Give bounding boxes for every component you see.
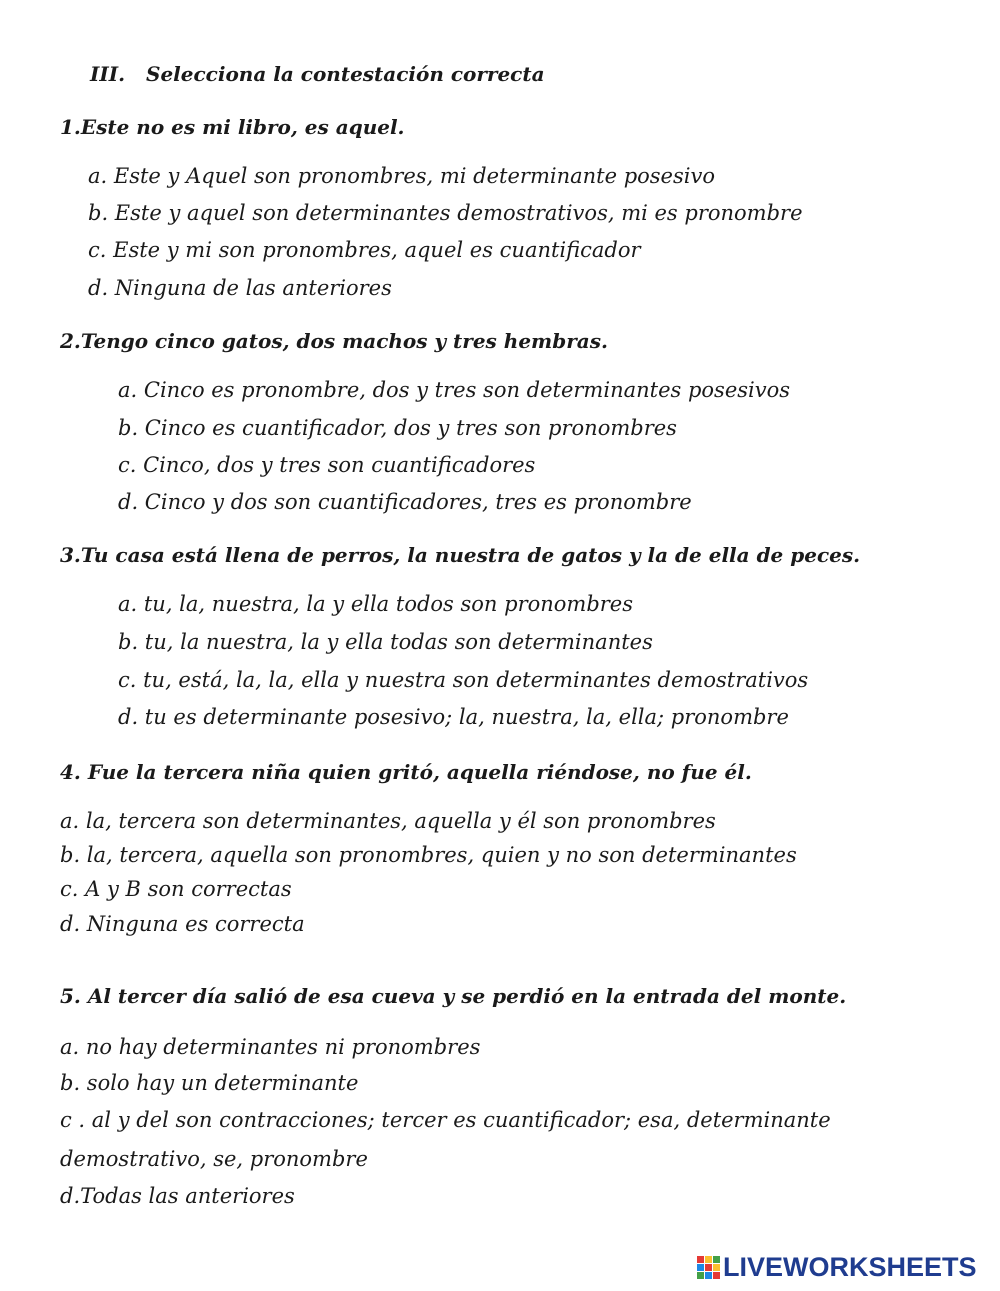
q2-option-b[interactable]: b. Cinco es cuantificador, dos y tres son pronombres — [118, 416, 677, 440]
q5-option-c[interactable]: c . al y del son contracciones; tercer es cuantificador; esa, determinante — [60, 1108, 831, 1132]
q2-option-d[interactable]: d. Cinco y dos son cuantificadores, tres es pronombre — [118, 490, 692, 514]
q1-option-b[interactable]: b. Este y aquel son determinantes demostrativos, mi es pronombre — [88, 201, 803, 225]
question-5: 5. Al tercer día salió de esa cueva y se perdió en la entrada del monte. — [60, 984, 847, 1008]
q3-option-c[interactable]: c. tu, está, la, la, ella y nuestra son determinantes demostrativos — [118, 668, 809, 692]
q2-option-a[interactable]: a. Cinco es pronombre, dos y tres son determinantes posesivos — [118, 378, 791, 402]
q5-option-c-continued: demostrativo, se, pronombre — [60, 1147, 368, 1171]
q3-option-a[interactable]: a. tu, la, nuestra, la y ella todos son pronombres — [118, 592, 634, 616]
q1-option-c[interactable]: c. Este y mi son pronombres, aquel es cuantificador — [88, 238, 641, 262]
q4-option-c[interactable]: c. A y B son correctas — [60, 877, 292, 901]
q4-option-a[interactable]: a. la, tercera son determinantes, aquella y él son pronombres — [60, 809, 716, 833]
q4-option-d[interactable]: d. Ninguna es correcta — [60, 912, 305, 936]
question-4: 4. Fue la tercera niña quien gritó, aquella riéndose, no fue él. — [60, 760, 752, 784]
liveworksheets-logo — [697, 1252, 977, 1282]
q5-option-a[interactable]: a. no hay determinantes ni pronombres — [60, 1035, 481, 1059]
question-1: 1.Este no es mi libro, es aquel. — [60, 115, 405, 139]
q5-option-b[interactable]: b. solo hay un determinante — [60, 1071, 359, 1095]
q1-option-a[interactable]: a. Este y Aquel son pronombres, mi determinante posesivo — [88, 164, 715, 188]
section-heading — [90, 62, 545, 86]
question-3: 3.Tu casa está llena de perros, la nuestra de gatos y la de ella de peces. — [60, 543, 861, 567]
section-title: Selecciona la contestación correcta — [146, 62, 545, 86]
section-number: III. — [90, 62, 126, 86]
logo-text: LIVEWORKSHEETS — [723, 1251, 977, 1282]
q3-option-d[interactable]: d. tu es determinante posesivo; la, nuestra, la, ella; pronombre — [118, 705, 789, 729]
q1-option-d[interactable]: d. Ninguna de las anteriores — [88, 276, 392, 300]
q5-option-d[interactable]: d.Todas las anteriores — [60, 1184, 295, 1208]
q3-option-b[interactable]: b. tu, la nuestra, la y ella todas son determinantes — [118, 630, 653, 654]
q2-option-c[interactable]: c. Cinco, dos y tres son cuantificadores — [118, 453, 536, 477]
q4-option-b[interactable]: b. la, tercera, aquella son pronombres, quien y no son determinantes — [60, 843, 797, 867]
question-2: 2.Tengo cinco gatos, dos machos y tres hembras. — [60, 329, 608, 353]
logo-grid-icon — [697, 1256, 720, 1279]
